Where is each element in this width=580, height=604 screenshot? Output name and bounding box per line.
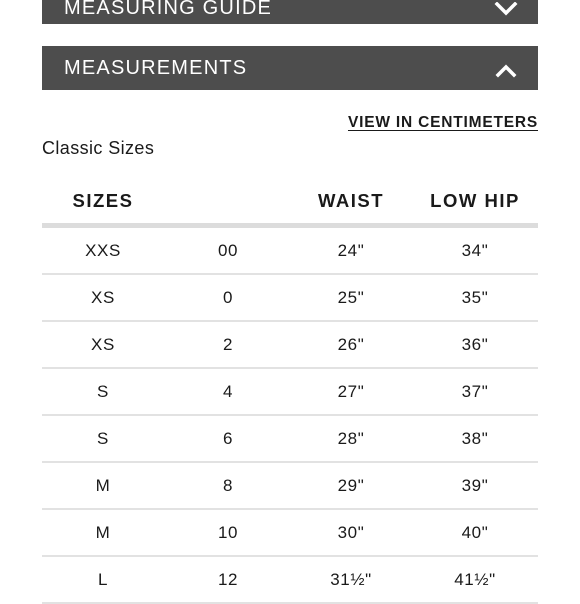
view-in-centimeters-link[interactable]: VIEW IN CENTIMETERS: [347, 114, 538, 131]
measuring-guide-accordion[interactable]: [42, 0, 538, 24]
measurements-accordion[interactable]: [42, 46, 538, 90]
measuring-guide-title: MEASURING GUIDE: [64, 0, 273, 19]
table-row: [42, 369, 538, 416]
size-cell: S: [97, 429, 109, 448]
low-hip-cell: 34": [461, 241, 489, 260]
header-waist: WAIST: [317, 190, 385, 211]
size-table: [42, 178, 538, 604]
measurements-title: MEASUREMENTS: [64, 57, 248, 79]
header-sizes: SIZES: [72, 190, 134, 211]
waist-cell: 28": [337, 429, 365, 448]
table-row: [42, 463, 538, 510]
low-hip-cell: 41½": [454, 570, 496, 589]
waist-cell: 26": [337, 335, 365, 354]
size-cell: XS: [91, 335, 115, 354]
size-cell: L: [97, 570, 109, 589]
table-row: [42, 416, 538, 463]
waist-cell: 30": [337, 523, 365, 542]
numeric-size-cell: 8: [222, 476, 234, 495]
numeric-size-cell: 10: [217, 523, 239, 542]
table-row: [42, 510, 538, 557]
low-hip-cell: 38": [461, 429, 489, 448]
chevron-up-icon: [494, 62, 518, 78]
numeric-size-cell: 00: [217, 241, 239, 260]
low-hip-cell: 36": [461, 335, 489, 354]
size-cell: XXS: [85, 241, 121, 260]
waist-cell: 29": [337, 476, 365, 495]
size-cell: XS: [91, 288, 115, 307]
size-cell: S: [97, 382, 109, 401]
section-title: Classic Sizes: [42, 138, 155, 158]
table-header: [42, 178, 538, 228]
numeric-size-cell: 2: [222, 335, 234, 354]
table-row: [42, 228, 538, 275]
low-hip-cell: 37": [461, 382, 489, 401]
table-row: [42, 275, 538, 322]
header-low-hip: LOW HIP: [430, 190, 520, 211]
waist-cell: 31½": [330, 570, 372, 589]
size-cell: M: [95, 476, 111, 495]
chevron-down-icon: [494, 2, 518, 16]
numeric-size-cell: 0: [222, 288, 234, 307]
low-hip-cell: 35": [461, 288, 489, 307]
waist-cell: 25": [337, 288, 365, 307]
numeric-size-cell: 4: [222, 382, 234, 401]
low-hip-cell: 39": [461, 476, 489, 495]
table-row: [42, 557, 538, 604]
waist-cell: 24": [337, 241, 365, 260]
low-hip-cell: 40": [461, 523, 489, 542]
numeric-size-cell: 6: [222, 429, 234, 448]
table-row: [42, 322, 538, 369]
waist-cell: 27": [337, 382, 365, 401]
numeric-size-cell: 12: [217, 570, 239, 589]
size-cell: M: [95, 523, 111, 542]
